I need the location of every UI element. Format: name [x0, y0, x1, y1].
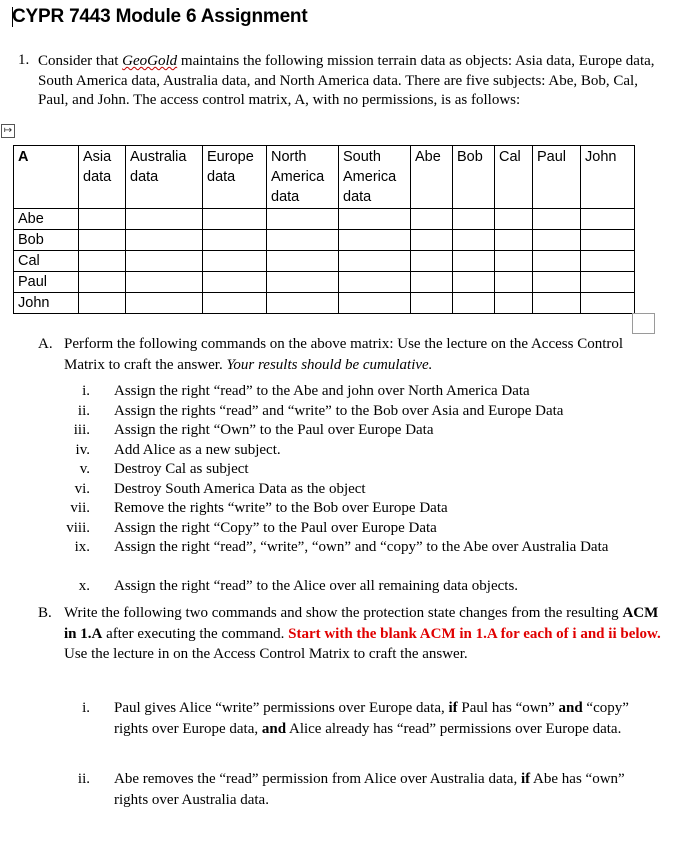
list-number: i. — [82, 700, 90, 716]
matrix-row — [14, 272, 635, 293]
list-item: Assign the right “read” to the Abe and john over North America Data — [114, 383, 530, 399]
list-number: viii. — [66, 519, 90, 536]
list-item: Destroy Cal as subject — [114, 461, 249, 477]
page-title: CYPR 7443 Module 6 Assignment — [12, 6, 308, 27]
part-b-intro: Write the following two commands and show the protection state changes from the resulting ACM in 1.A after executing the command. Start with the blank ACM in 1.A for each of i and ii below. Use the lecture in on the Access Control Matrix to craft the answer. — [64, 605, 661, 662]
matrix-row — [14, 251, 635, 272]
column-header: Asia data — [79, 146, 126, 209]
list-item: Assign the right “read” to the Alice over all remaining data objects. — [114, 578, 519, 594]
column-header: John — [581, 146, 635, 209]
column-header: North America data — [267, 146, 339, 209]
row-label: Abe — [14, 209, 79, 230]
column-header: Cal — [495, 146, 533, 209]
list-item: Assign the right “read”, “write”, “own” and “copy” to the Abe over Australia Data — [114, 539, 609, 555]
list-number: iv. — [75, 441, 90, 458]
row-label: Paul — [14, 272, 79, 293]
column-header: Bob — [453, 146, 495, 209]
table-resize-handle[interactable] — [632, 313, 655, 334]
matrix-row — [14, 230, 635, 251]
row-label: Cal — [14, 251, 79, 272]
list-number: x. — [78, 578, 90, 594]
row-label: Bob — [14, 230, 79, 251]
list-item: Paul gives Alice “write” permissions over Europe data, if Paul has “own” and “copy” rights over Europe data, and Alice already has “read” permissions over Europe data. — [114, 700, 629, 737]
part-a-letter: A. — [38, 336, 53, 352]
matrix-row — [14, 209, 635, 230]
list-number: ii. — [77, 402, 90, 419]
list-number: ii. — [77, 771, 90, 787]
list-number: iii. — [73, 422, 90, 438]
column-header: Europe data — [203, 146, 267, 209]
column-header: Abe — [411, 146, 453, 209]
column-header: South America data — [339, 146, 411, 209]
list-item: Destroy South America Data as the object — [114, 480, 366, 497]
list-item: Add Alice as a new subject. — [114, 441, 281, 458]
part-a-intro: Perform the following commands on the above matrix: Use the lecture on the Access Control Matrix to craft the answer. Your results should be cumulative. — [64, 336, 624, 373]
matrix-header-row — [14, 146, 635, 209]
matrix-row — [14, 293, 635, 314]
paragraph-move-arrow-icon[interactable]: ↦ — [1, 124, 15, 138]
list-number: v. — [79, 461, 90, 477]
list-item: Assign the right “Copy” to the Paul over Europe Data — [114, 519, 437, 536]
row-label: John — [14, 293, 79, 314]
list-number: vii. — [70, 500, 90, 516]
column-header: Paul — [533, 146, 581, 209]
list-number: i. — [82, 383, 90, 399]
list-item: Assign the right “Own” to the Paul over Europe Data — [114, 422, 434, 438]
list-item: Remove the rights “write” to the Bob over Europe Data — [114, 500, 448, 516]
question-number: 1. — [18, 52, 30, 68]
access-control-matrix — [13, 145, 635, 314]
list-item: Abe removes the “read” permission from Alice over Australia data, if Abe has “own” rights over Australia data. — [114, 771, 625, 808]
spellcheck-word[interactable]: GeoGold — [122, 53, 178, 69]
list-number: vi. — [74, 480, 90, 497]
matrix-corner-label: A — [14, 146, 79, 209]
part-b-letter: B. — [38, 605, 52, 621]
column-header: Australia data — [126, 146, 203, 209]
list-number: ix. — [74, 539, 90, 555]
list-item: Assign the rights “read” and “write” to the Bob over Asia and Europe Data — [114, 402, 564, 419]
question-1-text: Consider that GeoGold maintains the following mission terrain data as objects: Asia data, Europe data, South America data, Australia data, and North America data. There are five subjects: Abe, Bob, Cal, Paul, and John. The access control matrix, A, with no permissions, is as follows: — [38, 53, 655, 108]
